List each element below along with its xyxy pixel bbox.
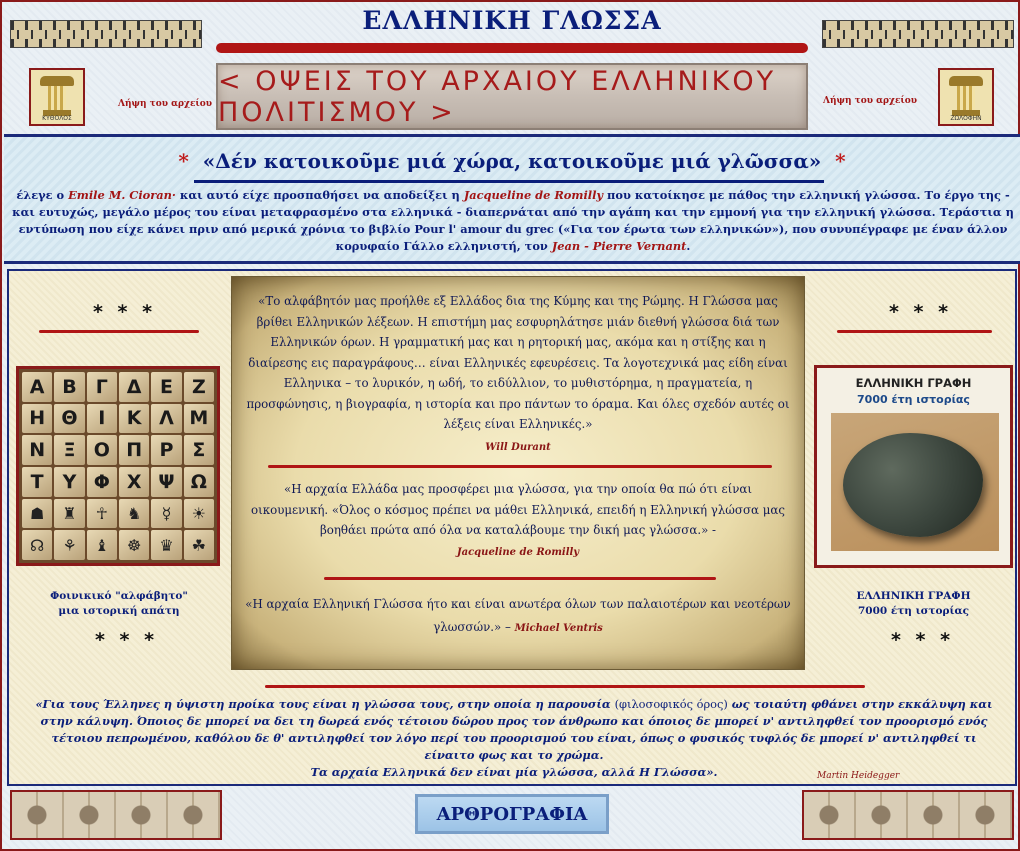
figure-tile-icon: ☥ (87, 499, 117, 529)
main-quote-text: «Δέν κατοικοῦμε μιά χώρα, κατοικοῦμε μιά γλῶσσα» (202, 149, 822, 173)
letter-tile: Η (22, 404, 52, 434)
letter-tile: Κ (119, 404, 149, 434)
figure-tile-icon: ☘ (184, 530, 214, 560)
letter-tile: Χ (119, 467, 149, 497)
letter-tile: Φ (87, 467, 117, 497)
star-right: * (835, 149, 846, 173)
stone-tablet-icon (843, 433, 983, 537)
heidegger-text-d: Τα αρχαία Ελληνικά δεν είναι μία γλώσσα, αλλά Η Γλώσσα». (310, 765, 718, 779)
durant-author: Will Durant (485, 441, 551, 453)
logo-left[interactable] (29, 68, 85, 126)
romilly-quote: «Η αρχαία Ελλάδα μας προσφέρει μια γλώσσα, για την οποία θα πώ ότι είναι οικουμενική. «Όλος ο κόσμος πρέπει να μάθει Ελληνικά, επειδή η Ελληνική γλώσσα μας βοηθάει πρώτα από όλα να καταλάβουμε την δική μας γλώσσα.» - (251, 482, 785, 537)
meander-border-left (10, 20, 202, 48)
intro-section (4, 134, 1020, 264)
durant-quote-block (240, 291, 796, 458)
letter-tile: Σ (184, 435, 214, 465)
rule-parchment-2 (324, 577, 716, 580)
figure-tile-icon: ☊ (22, 530, 52, 560)
banner-text: < ΟΨΕΙΣ ΤΟΥ ΑΡΧΑΙΟΥ ΕΛΛΗΝΙΚΟΥ ΠΟΛΙΤΙΣΜΟΥ > (218, 65, 777, 128)
ionic-column-icon (38, 74, 76, 120)
ventris-author: Michael Ventris (514, 623, 603, 634)
letter-tile: Β (54, 372, 84, 402)
intro-part: έλεγε ο (16, 188, 69, 202)
letter-tile: Τ (22, 467, 52, 497)
letter-tile: Λ (151, 404, 181, 434)
heidegger-term: (φιλοσοφικός όρος) (614, 697, 728, 711)
ventris-quote: «Η αρχαία Ελληνική Γλώσσα ήτο και είναι ανωτέρα όλων των παλαιοτέρων και νεοτέρων γλωσσών.» – (245, 597, 791, 634)
writing-caption-line1: ΕΛΛΗΝΙΚΗ ΓΡΑΦΗ (856, 590, 971, 602)
stars-left-top: * * * (93, 301, 157, 323)
site-title: ΕΛΛΗΝΙΚΗ ΓΛΩΣΣΑ (362, 6, 662, 35)
letter-tile: Μ (184, 404, 214, 434)
letter-tile: Ε (151, 372, 181, 402)
figure-tile-icon: ☸ (119, 530, 149, 560)
intro-part: και αυτό είχε προσπαθήσει να αποδείξει η (175, 188, 464, 202)
quote-underline (194, 180, 824, 183)
rule-parchment-1 (268, 465, 772, 468)
author-vernant: Jean - Pierre Vernant (551, 239, 687, 253)
rule-left-top (39, 330, 199, 333)
alphabet-caption (19, 589, 219, 619)
logo-right-caption: ΖΩΛΟΦΗΝ (950, 115, 982, 122)
content-panel (7, 269, 1017, 786)
heidegger-quote (31, 696, 997, 781)
letter-tile: Α (22, 372, 52, 402)
figure-tile-icon: ☀ (184, 499, 214, 529)
title-underline (216, 43, 808, 53)
ventris-quote-block (244, 593, 792, 640)
author-romilly: Jacqueline de Romilly (463, 188, 604, 202)
intro-part: που κατοίκησε με πάθος την ελληνική γλώσσα. Το έργο της - και ευτυχώς, μεγάλο μέρος του είναι μεταφρασμένο στα ελληνικά - διαπερνάται από την αγάπη και την εμμονή για την ελληνική γλώσσα. Τεράστια η εντύπωση που είχε κάνει πριν από μερικά χρόνια το βιβλίο Pour l' amour du grec («Για τον έρωτα των ελληνικών»), που συνυπέγραφε με έναν άλλον κορυφαίο Γάλλο ελληνιστή, τον (12, 188, 1014, 253)
intro-text (8, 187, 1018, 255)
durant-quote: «Το αλφάβητόν μας προήλθε εξ Ελλάδος δια της Κύμης και της Ρώμης. Η Γλώσσα μας βρίθει Ελληνικών λέξεων. Η επιστήμη μας εσφυρηλάτησε μιάν διεθνή γλώσσα διά των Ελληνικών όρων. Η γραμματική μας και η ρητορική μας, ακόμα και η στίξης και η διαίρεσης εις παραγράφους… είναι Ελληνικές εφευρέσεις. Τα λογοτεχνικά μας είδη είναι Ελληνικα – το λυρικόν, η ωδή, το ειδύλλιον, το μυθιστόρημα, η πραγματεία, η προσφώνησις, η βιογραφία, η ιστορία και προ πάντων το όραμα. Και όλες σχεδόν αυτές οι λέξεις είναι Ελληνικές.» (246, 294, 790, 431)
letter-tile: Ι (87, 404, 117, 434)
heidegger-author: Martin Heidegger (817, 771, 900, 781)
letter-tile: Θ (54, 404, 84, 434)
letter-tile: Ψ (151, 467, 181, 497)
letter-tile: Ξ (54, 435, 84, 465)
writing-caption (814, 589, 1013, 619)
wave-ornament-left (10, 790, 222, 840)
figure-tile-icon: ⚘ (54, 530, 84, 560)
articles-button[interactable]: ΑΡΘΡΟΓΡΑΦΙΑ (415, 794, 609, 834)
heidegger-text-c: ως τοιαύτη φθάνει στην εκκάλυψη και στην κάλυψη. Όποιος δε μπορεί να δει τη δωρεά ενός τέτοιου δώρου προς τον άνθρωπο και όποιος δε μπορεί ν' αντιληφθεί τον προορισμό ενός τέτοιου πεπρωμένου, καθόλου δε θ' αντιληφθεί τον λόγο περί του προορισμού του είναι, όπως ο φυσικός τυφλός δε μπορεί ν' αντιληφθεί τι είναιτο φως και το χρώμα. (40, 697, 993, 762)
rule-right-top (837, 330, 992, 333)
letter-tile: Γ (87, 372, 117, 402)
letter-tile: Ρ (151, 435, 181, 465)
figure-tile-icon: ☿ (151, 499, 181, 529)
rule-heidegger (265, 685, 865, 688)
main-quote (4, 149, 1020, 173)
heidegger-text-a: «Για τους Έλληνες η ύψιστη προίκα τους είναι η γλώσσα τους, στην οποία η παρουσία (35, 697, 615, 711)
wave-ornament-right (802, 790, 1014, 840)
romilly-quote-block (250, 479, 786, 563)
stars-right-top: * * * (889, 301, 953, 323)
letter-tile: Δ (119, 372, 149, 402)
greek-writing-image (814, 365, 1013, 568)
romilly-author: Jacqueline de Romilly (456, 546, 580, 558)
alphabet-caption-line2: μια ιστορική απάτη (58, 605, 180, 617)
logo-left-caption: ΚΥΘΟΛΟΣ (42, 115, 72, 122)
letter-tile: Υ (54, 467, 84, 497)
alphabet-tiles-image (16, 366, 220, 566)
figure-tile-icon: ☗ (22, 499, 52, 529)
meander-border-right (822, 20, 1014, 48)
logo-right[interactable] (938, 68, 994, 126)
letter-tile: Ν (22, 435, 52, 465)
header (2, 2, 1020, 134)
figure-tile-icon: ♝ (87, 530, 117, 560)
inscribed-tablet-photo (831, 413, 999, 551)
letter-tile: Ω (184, 467, 214, 497)
stars-left-bottom: * * * (95, 629, 159, 651)
alphabet-caption-line1: Φοινικικό "αλφάβητο" (50, 590, 188, 602)
intro-part: . (686, 239, 691, 253)
writing-box-subtitle: 7000 έτη ιστορίας (857, 393, 970, 406)
star-left: * (178, 149, 189, 173)
author-cioran: Emile M. Cioran· (68, 188, 176, 202)
writing-box-title: ΕΛΛΗΝΙΚΗ ΓΡΑΦΗ (855, 376, 972, 390)
banner (216, 63, 808, 130)
letter-tile: Ζ (184, 372, 214, 402)
ionic-column-icon (947, 74, 985, 120)
archive-download-link-right[interactable]: Λήψη του αρχείου (823, 96, 918, 106)
figure-tile-icon: ♜ (54, 499, 84, 529)
letter-tile: Ο (87, 435, 117, 465)
writing-caption-line2: 7000 έτη ιστορίας (857, 605, 970, 617)
stars-right-bottom: * * * (891, 629, 955, 651)
figure-tile-icon: ♞ (119, 499, 149, 529)
letter-tile: Π (119, 435, 149, 465)
archive-download-link-left[interactable]: Λήψη του αρχείου (118, 99, 213, 109)
quotes-parchment (231, 276, 805, 670)
figure-tile-icon: ♛ (151, 530, 181, 560)
